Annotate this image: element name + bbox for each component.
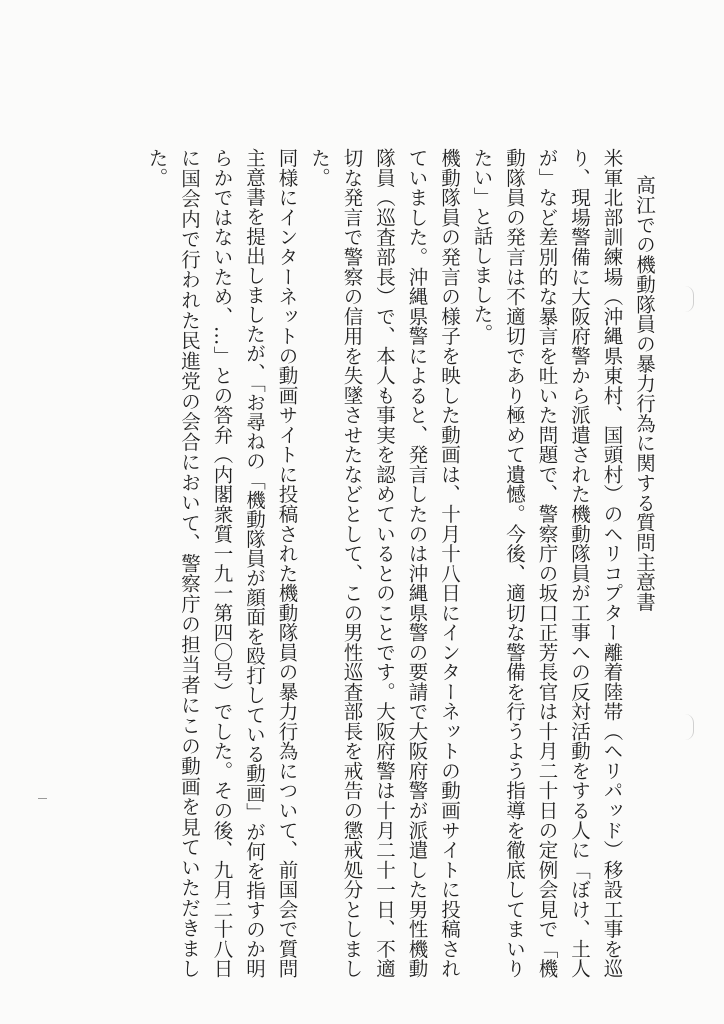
- margin-mark: [38, 798, 47, 799]
- binding-hole-bottom: [685, 714, 694, 740]
- binding-hole-top: [685, 286, 694, 312]
- paragraph-1: 米軍北部訓練場（沖縄県東村、国頭村）のヘリコプター離着陸帯（ヘリパッド）移設工事を巡り、現場警備に大阪府警から派遣された機動隊員が工事への反対活動をする人に「ぼけ、土人が」など差別的な暴言を吐いた問題で、警察庁の坂口正芳長官は十月二十日の定例会見で「機動隊員の発言は不適切であり極めて遺憾。今後、適切な警備を行うよう指導を徹底してまいりたい」と話しました。: [470, 148, 624, 979]
- paragraph-3: 同様にインターネットの動画サイトに投稿された機動隊員の暴力行為について、前国会で質問主意書を提出しましたが、「お尋ねの「機動隊員が顔面を殴打している動画」が何を指すのか明らかではないため、…」との答弁（内閣衆質一九一第四〇号）でした。その後、九月二十八日に国会内で行われた民進党の会合において、警察庁の担当者にこの動画を見ていただきました。: [145, 148, 299, 979]
- paragraph-2: 機動隊員の発言の様子を映した動画は、十月十八日にインターネットの動画サイトに投稿されていました。沖縄県警によると、発言したのは沖縄県警の要請で大阪府警が派遣した男性機動隊員（巡査部長）で、本人も事実を認めているとのことです。大阪府警は十月二十一日、不適切な発言で警察の信用を失墜させたなどとして、この男性巡査部長を戒告の懲戒処分としました。: [308, 148, 461, 979]
- document-title: 高江での機動隊員の暴力行為に関する質問主意書: [633, 175, 656, 612]
- document-body: [140, 148, 660, 978]
